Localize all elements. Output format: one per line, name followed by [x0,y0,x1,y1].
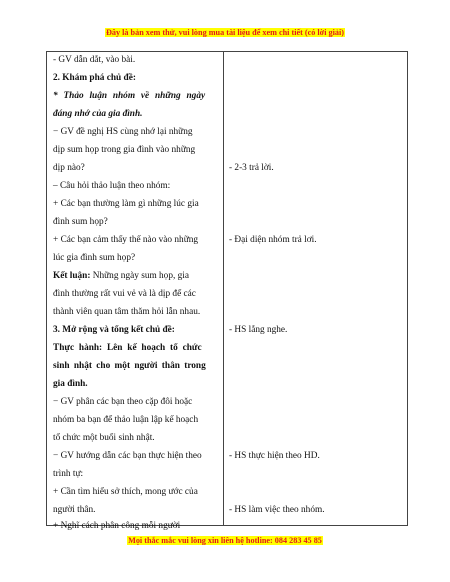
student-line: - HS làm việc theo nhóm. [229,505,325,515]
section-heading: 2. Khám phá chủ đề: [53,73,136,83]
teacher-line: − GV đề nghị HS cùng nhớ lại những [53,127,193,137]
teacher-line: lúc gia đình sum họp? [53,253,136,263]
teacher-line: đình sum họp? [53,217,108,227]
student-line: - HS thực hiện theo HD. [229,451,320,461]
column-divider [223,52,224,525]
activity-heading: đáng nhớ của gia đình. [53,109,143,119]
teacher-line: − GV hướng dẫn các bạn thực hiện theo [53,451,202,461]
teacher-line: đình thường rất vui vẻ và là dịp để các [53,289,196,299]
conclusion-text: Những ngày sum họp, gia [90,271,189,281]
teacher-line: nhóm ba bạn để thảo luận lập kế hoạch [53,415,199,425]
conclusion-line [53,270,189,282]
lesson-table [46,51,408,531]
teacher-line: thành viên quan tâm thăm hỏi lẫn nhau. [53,307,201,317]
practice-heading: gia đình. [53,379,88,389]
footer-notice [0,536,450,545]
student-line: - Đại diện nhóm trả lơi. [229,235,317,245]
teacher-line: + Cần tìm hiểu sở thích, mong ước của [53,487,198,497]
teacher-line: trình tự: [53,469,84,479]
teacher-line: − GV phân các bạn theo cặp đôi hoặc [53,397,193,407]
teacher-line: tổ chức một buổi sinh nhật. [53,433,155,443]
teacher-line: + Nghĩ cách phân công mỗi người [53,521,181,531]
footer-notice-text: Mọi thắc mắc vui lòng xin liên hệ hotline: 084 283 45 85 [128,536,322,545]
student-line: - 2-3 trả lời. [229,163,274,173]
section-heading: 3. Mở rộng và tổng kết chủ đề: [53,325,175,335]
teacher-line: + Các bạn cảm thấy thế nào vào những [53,235,199,245]
student-line: - HS lắng nghe. [229,325,288,335]
teacher-line: – Câu hỏi thảo luận theo nhóm: [53,181,171,191]
teacher-line: người thân. [53,505,96,515]
teacher-line: - GV dẫn dắt, vào bài. [53,55,136,65]
header-notice [0,28,450,37]
practice-heading: sinh nhật cho một người thân trong [53,361,206,371]
activity-heading: * Thảo luận nhóm về những ngày [53,91,206,101]
teacher-line: dịp nào? [53,163,85,173]
header-notice-text: Đây là bản xem thử, vui lòng mua tài liệu để xem chi tiết (có lời giải) [105,28,344,37]
teacher-line: + Các bạn thường làm gì những lúc gia [53,199,199,209]
conclusion-label: Kết luận: [53,271,91,281]
practice-heading: Thực hành: Lên kế hoạch tổ chức [53,343,202,353]
teacher-line: dịp sum họp trong gia đình vào những [53,145,196,155]
